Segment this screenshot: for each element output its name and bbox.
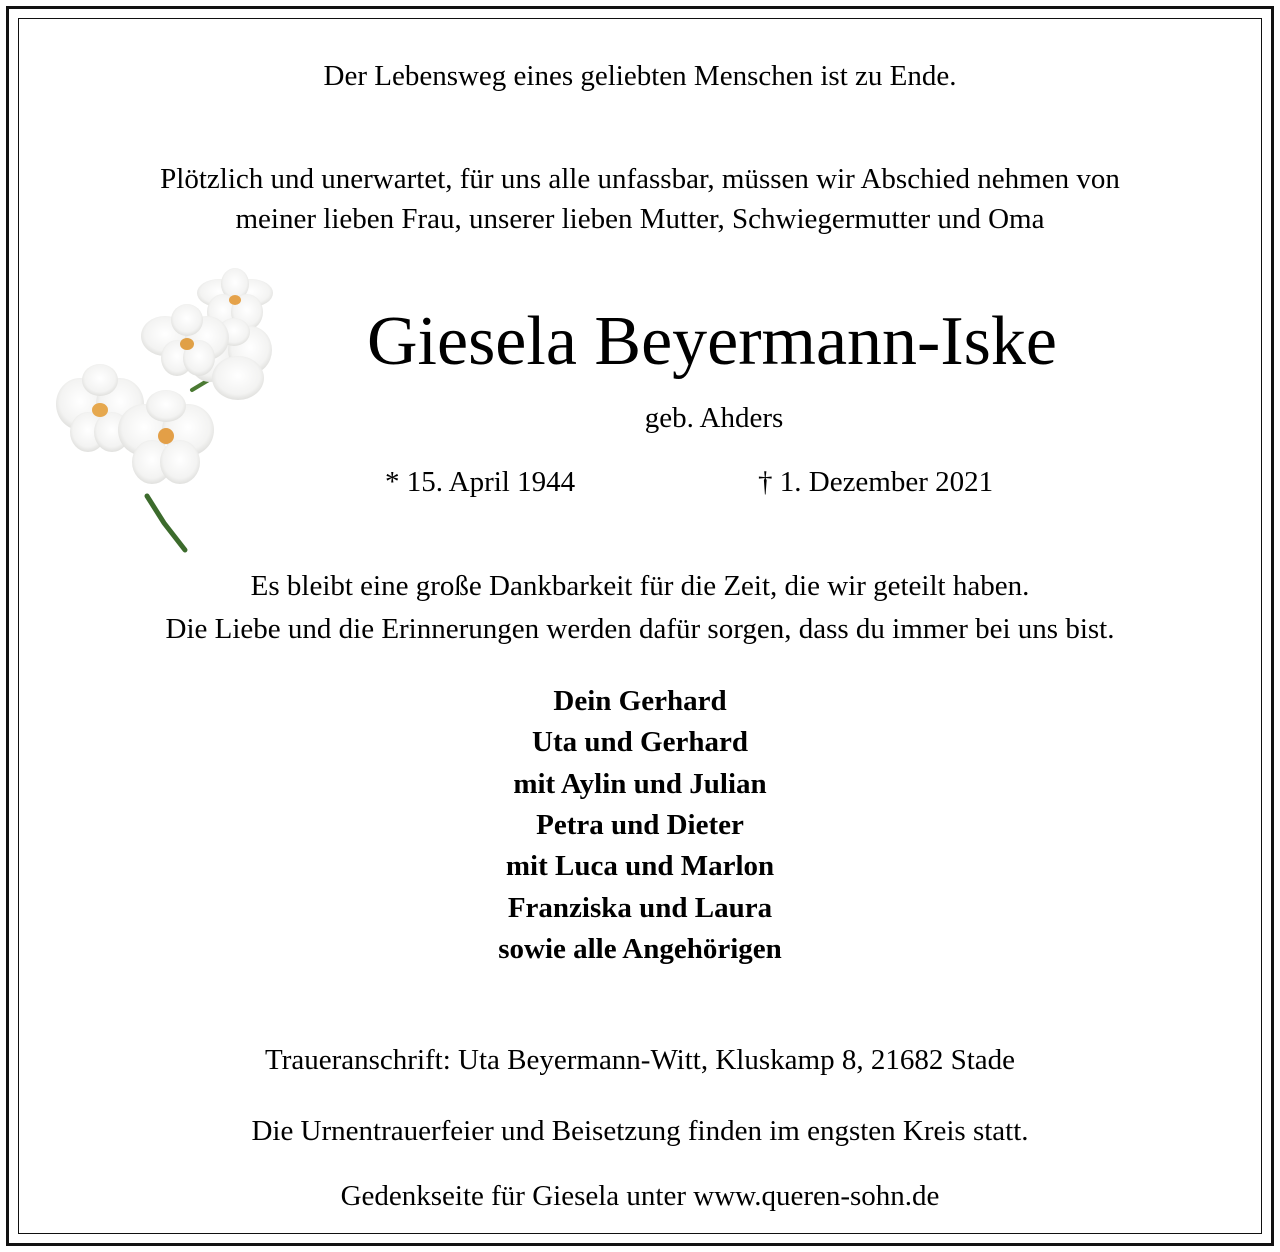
ceremony-info: Die Urnentrauerfeier und Beisetzung finden im engsten Kreis statt. — [251, 1115, 1029, 1147]
message-line-2: meiner lieben Frau, unserer lieben Mutter, Schwiegermutter und Oma — [235, 203, 1045, 235]
maiden-name: geb. Ahders — [644, 402, 784, 434]
intro-text: Der Lebensweg eines geliebten Menschen ist zu Ende. — [323, 60, 957, 92]
mourner-line: mit Luca und Marlon — [505, 850, 775, 882]
death-date: † 1. Dezember 2021 — [758, 466, 994, 498]
mourner-line: Petra und Dieter — [536, 809, 744, 841]
mourner-line: Franziska und Laura — [507, 892, 773, 924]
mourner-line: Uta und Gerhard — [532, 726, 748, 758]
quote-line-2: Die Liebe und die Erinnerungen werden dafür sorgen, dass du immer bei uns bist. — [165, 613, 1115, 645]
quote-line-1: Es bleibt eine große Dankbarkeit für die Zeit, die wir geteilt haben. — [250, 570, 1030, 602]
deceased-name: Giesela Beyermann-Iske — [367, 303, 1057, 380]
message-line-1: Plötzlich und unerwartet, für uns alle unfassbar, müssen wir Abschied nehmen von — [160, 163, 1120, 195]
memorial-page-info: Gedenkseite für Giesela unter www.queren-sohn.de — [340, 1180, 940, 1212]
mourner-line: mit Aylin und Julian — [513, 768, 767, 800]
birth-date: * 15. April 1944 — [385, 466, 576, 498]
mourner-line: sowie alle Angehörigen — [498, 933, 782, 965]
mourner-line: Dein Gerhard — [553, 685, 727, 717]
condolence-address: Traueranschrift: Uta Beyermann-Witt, Kluskamp 8, 21682 Stade — [265, 1044, 1015, 1076]
